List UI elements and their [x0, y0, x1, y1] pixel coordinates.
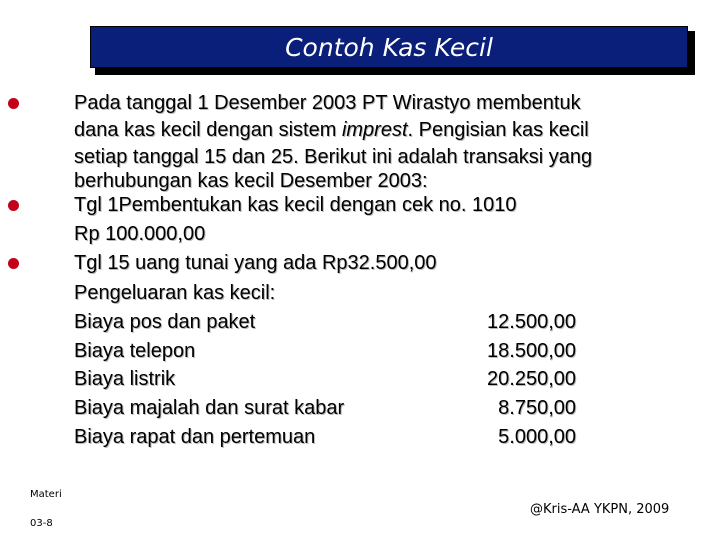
imprest-term: imprest — [341, 119, 408, 141]
bullet-1-line-1: Pada tanggal 1 Desember 2003 PT Wirastyo membentuk — [74, 92, 581, 114]
expense-row — [74, 395, 576, 422]
bullet-3-line-1: Tgl 15 uang tunai yang ada Rp32.500,00 — [74, 252, 437, 274]
expense-label: Biaya majalah dan surat kabar — [74, 397, 345, 419]
bullet-1-line-2 — [74, 117, 589, 144]
footer-materi: Materi — [30, 489, 62, 500]
bullet-dot-3 — [8, 258, 19, 269]
expense-label: Biaya telepon — [74, 340, 196, 362]
expense-amount: 12.500,00 — [487, 311, 576, 333]
bullet-2-line-2: Rp 100.000,00 — [74, 223, 206, 245]
footer-credit: @Kris-AA YKPN, 2009 — [530, 502, 670, 517]
title-box — [90, 26, 688, 68]
expense-amount: 20.250,00 — [487, 368, 576, 390]
bullet-1-line-4: berhubungan kas kecil Desember 2003: — [74, 170, 428, 192]
bullet-1-line-2-start: dana kas kecil dengan sistem — [74, 119, 342, 141]
bullet-1-line-2-end: . Pengisian kas kecil — [407, 119, 589, 141]
expense-amount: 8.750,00 — [498, 397, 576, 419]
bullet-dot-2 — [8, 200, 19, 211]
bullet-dot-1 — [8, 98, 19, 109]
expense-row — [74, 366, 576, 393]
expense-label: Biaya pos dan paket — [74, 311, 256, 333]
footer-page-number: 03-8 — [30, 518, 53, 529]
slide-title: Contoh Kas Kecil — [285, 33, 493, 62]
expense-amount: 18.500,00 — [487, 340, 576, 362]
expense-row — [74, 338, 576, 365]
expense-amount: 5.000,00 — [498, 426, 576, 448]
bullet-1-line-3: setiap tanggal 15 dan 25. Berikut ini adalah transaksi yang — [74, 146, 593, 168]
expense-label: Biaya rapat dan pertemuan — [74, 426, 316, 448]
bullet-2-line-1: Tgl 1Pembentukan kas kecil dengan cek no. 1010 — [74, 194, 517, 216]
bullet-3-line-2: Pengeluaran kas kecil: — [74, 282, 276, 304]
expense-row — [74, 424, 576, 451]
expense-label: Biaya listrik — [74, 368, 176, 390]
expense-row — [74, 309, 576, 336]
